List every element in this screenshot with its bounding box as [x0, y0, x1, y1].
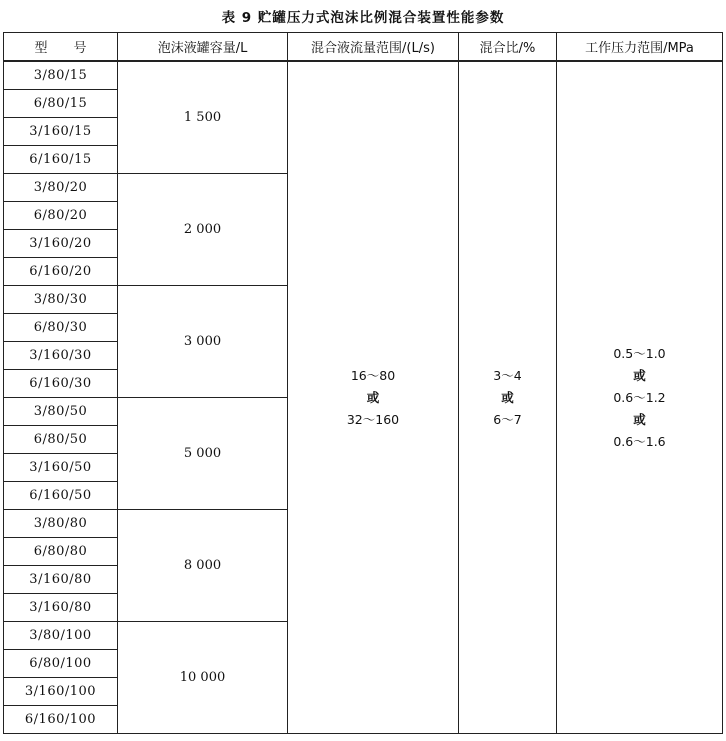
pressure-or-1: 或 [633, 367, 646, 383]
model-cell: 3/80/15 [4, 61, 118, 90]
model-cell: 3/160/100 [4, 678, 118, 706]
model-cell: 6/160/50 [4, 482, 118, 510]
pressure-or-2: 或 [633, 411, 646, 427]
capacity-cell: 3 000 [118, 286, 288, 398]
performance-table [3, 32, 723, 734]
model-cell: 6/80/30 [4, 314, 118, 342]
model-cell: 6/80/50 [4, 426, 118, 454]
capacity-cell: 1 500 [118, 61, 288, 174]
table-caption: 表 9 贮罐压力式泡沫比例混合装置性能参数 [221, 10, 505, 26]
model-cell: 3/80/30 [4, 286, 118, 314]
capacity-cell: 8 000 [118, 510, 288, 622]
ratio-range-2: 6～7 [493, 411, 522, 427]
model-cell: 6/160/15 [4, 146, 118, 174]
model-cell: 6/160/30 [4, 370, 118, 398]
model-cell: 3/80/80 [4, 510, 118, 538]
model-cell: 6/80/20 [4, 202, 118, 230]
model-cell: 6/80/100 [4, 650, 118, 678]
model-cell: 3/160/50 [4, 454, 118, 482]
table-row [4, 61, 723, 90]
pressure-range-3: 0.6～1.6 [613, 433, 666, 449]
flow-range-2: 32～160 [346, 411, 400, 427]
model-cell: 6/160/20 [4, 258, 118, 286]
capacity-cell: 2 000 [118, 174, 288, 286]
pressure-range-cell [557, 61, 723, 734]
ratio-range-1: 3～4 [493, 367, 522, 383]
flow-range-cell [288, 61, 459, 734]
model-cell: 3/80/50 [4, 398, 118, 426]
mix-ratio-cell [459, 61, 557, 734]
model-cell: 3/160/30 [4, 342, 118, 370]
flow-range-1: 16～80 [350, 367, 396, 383]
pressure-range-1: 0.5～1.0 [613, 345, 666, 361]
header-model: 型 号 [4, 33, 118, 62]
model-cell: 6/80/80 [4, 538, 118, 566]
header-row [4, 33, 723, 62]
model-cell: 3/160/20 [4, 230, 118, 258]
model-cell: 6/160/100 [4, 706, 118, 734]
model-cell: 6/80/15 [4, 90, 118, 118]
flow-or: 或 [366, 389, 380, 405]
pressure-range-2: 0.6～1.2 [613, 389, 666, 405]
model-cell: 3/80/20 [4, 174, 118, 202]
capacity-cell: 10 000 [118, 622, 288, 734]
ratio-or: 或 [501, 389, 514, 405]
header-capacity: 泡沫液罐容量/L [118, 33, 288, 62]
model-cell: 3/80/100 [4, 622, 118, 650]
header-pressure: 工作压力范围/MPa [557, 33, 723, 62]
model-cell: 3/160/15 [4, 118, 118, 146]
model-cell: 3/160/80 [4, 594, 118, 622]
capacity-cell: 5 000 [118, 398, 288, 510]
header-flow: 混合液流量范围/(L/s) [288, 33, 459, 62]
model-cell: 3/160/80 [4, 566, 118, 594]
header-ratio: 混合比/% [459, 33, 557, 62]
